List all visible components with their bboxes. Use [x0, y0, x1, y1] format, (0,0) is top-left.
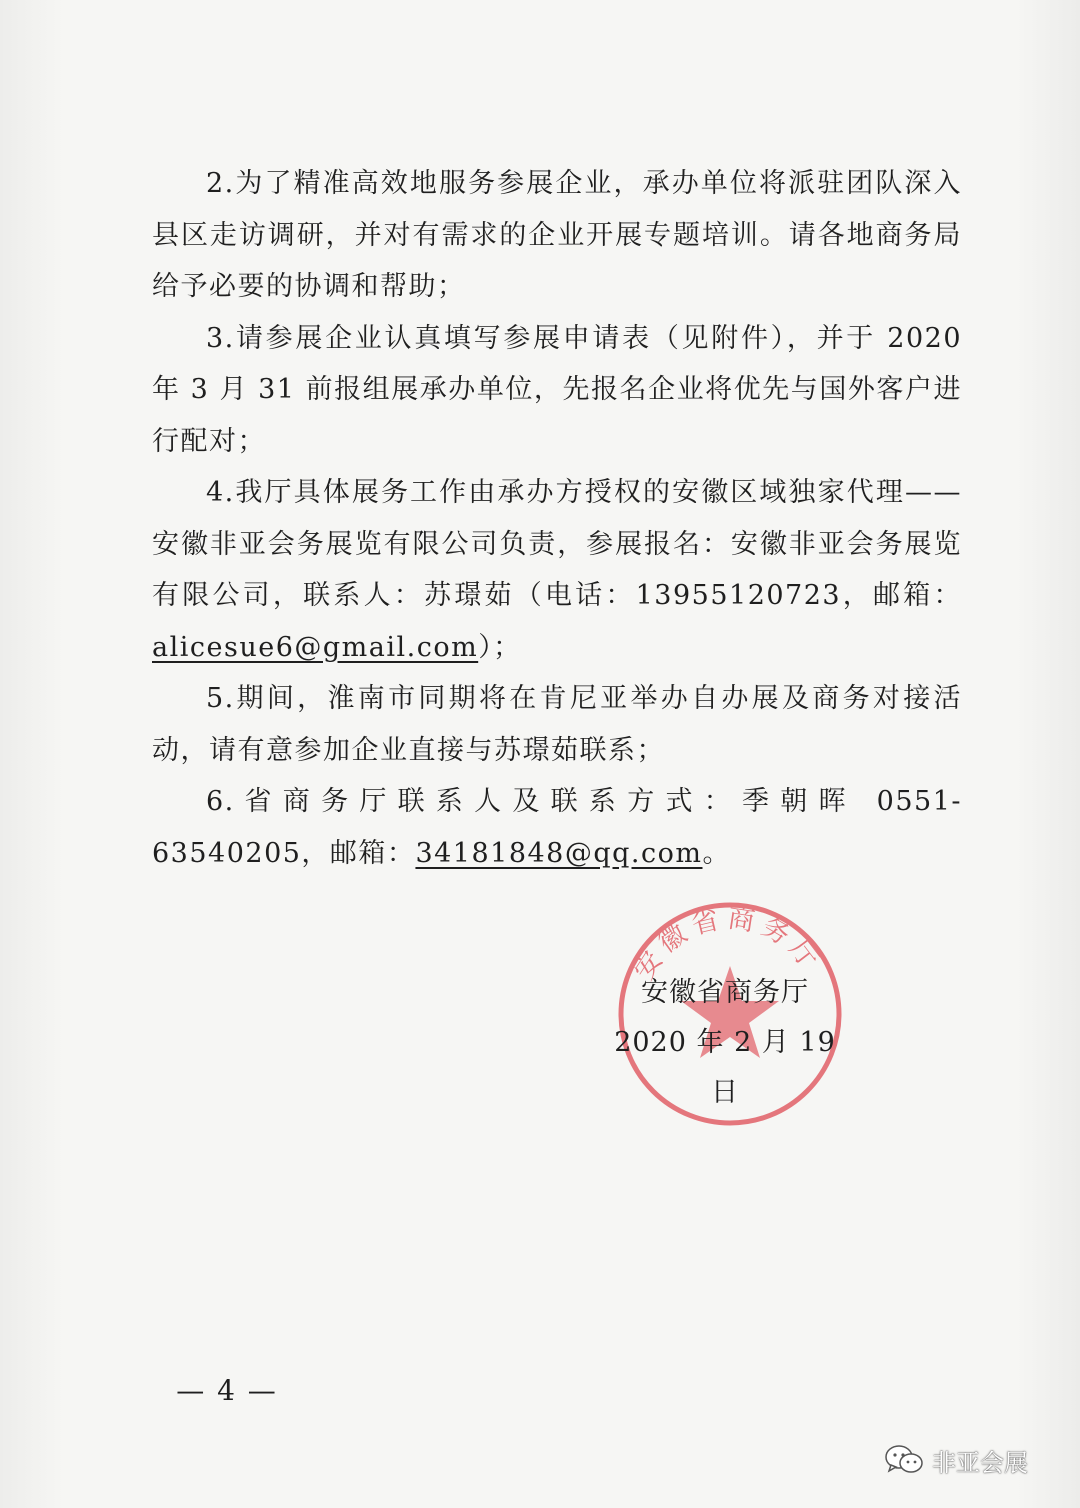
watermark-text: 非亚会展: [932, 1448, 1028, 1477]
email-link[interactable]: alicesue6@gmail.com: [152, 631, 479, 663]
email-link[interactable]: 34181848@qq.com: [415, 837, 703, 869]
paragraph-item-6: [152, 776, 962, 879]
page-number: — 4 —: [176, 1374, 278, 1407]
document-body: [152, 158, 962, 879]
wechat-icon: [884, 1443, 924, 1477]
paragraph-item-5: 5.期间，淮南市同期将在肯尼亚举办自办展及商务对接活动，请有意参加企业直接与苏璟茹联系；: [152, 683, 962, 766]
paragraph-text: ）；: [478, 631, 522, 663]
paragraph-text: 6.省商务厅联系人及联系方式：季朝晖 0551-63540205，邮箱：: [152, 786, 962, 869]
paragraph-item-4: [152, 467, 962, 673]
signature-date: 2020 年 2 月 19 日: [614, 1027, 836, 1108]
paragraph-text: 。: [702, 837, 731, 869]
signature-block: [600, 968, 850, 1118]
paragraph-text: 4.我厅具体展务工作由承办方授权的安徽区域独家代理——安徽非亚会务展览有限公司负责，参展报名：安徽非亚会务展览有限公司，联系人：苏璟茹（电话：13955120723，邮箱：: [152, 477, 962, 611]
paragraph-item-2: 2.为了精准高效地服务参展企业，承办单位将派驻团队深入县区走访调研，并对有需求的企业开展专题培训。请各地商务局给予必要的协调和帮助；: [152, 168, 962, 302]
seal-text: 安徽省商务厅: [628, 902, 828, 986]
signature-organization: 安徽省商务厅: [641, 977, 809, 1008]
paragraph-item-3: 3.请参展企业认真填写参展申请表（见附件），并于 2020 年 3 月 31 前报组展承办单位，先报名企业将优先与国外客户进行配对；: [152, 322, 962, 457]
wechat-watermark: [884, 1440, 1028, 1480]
